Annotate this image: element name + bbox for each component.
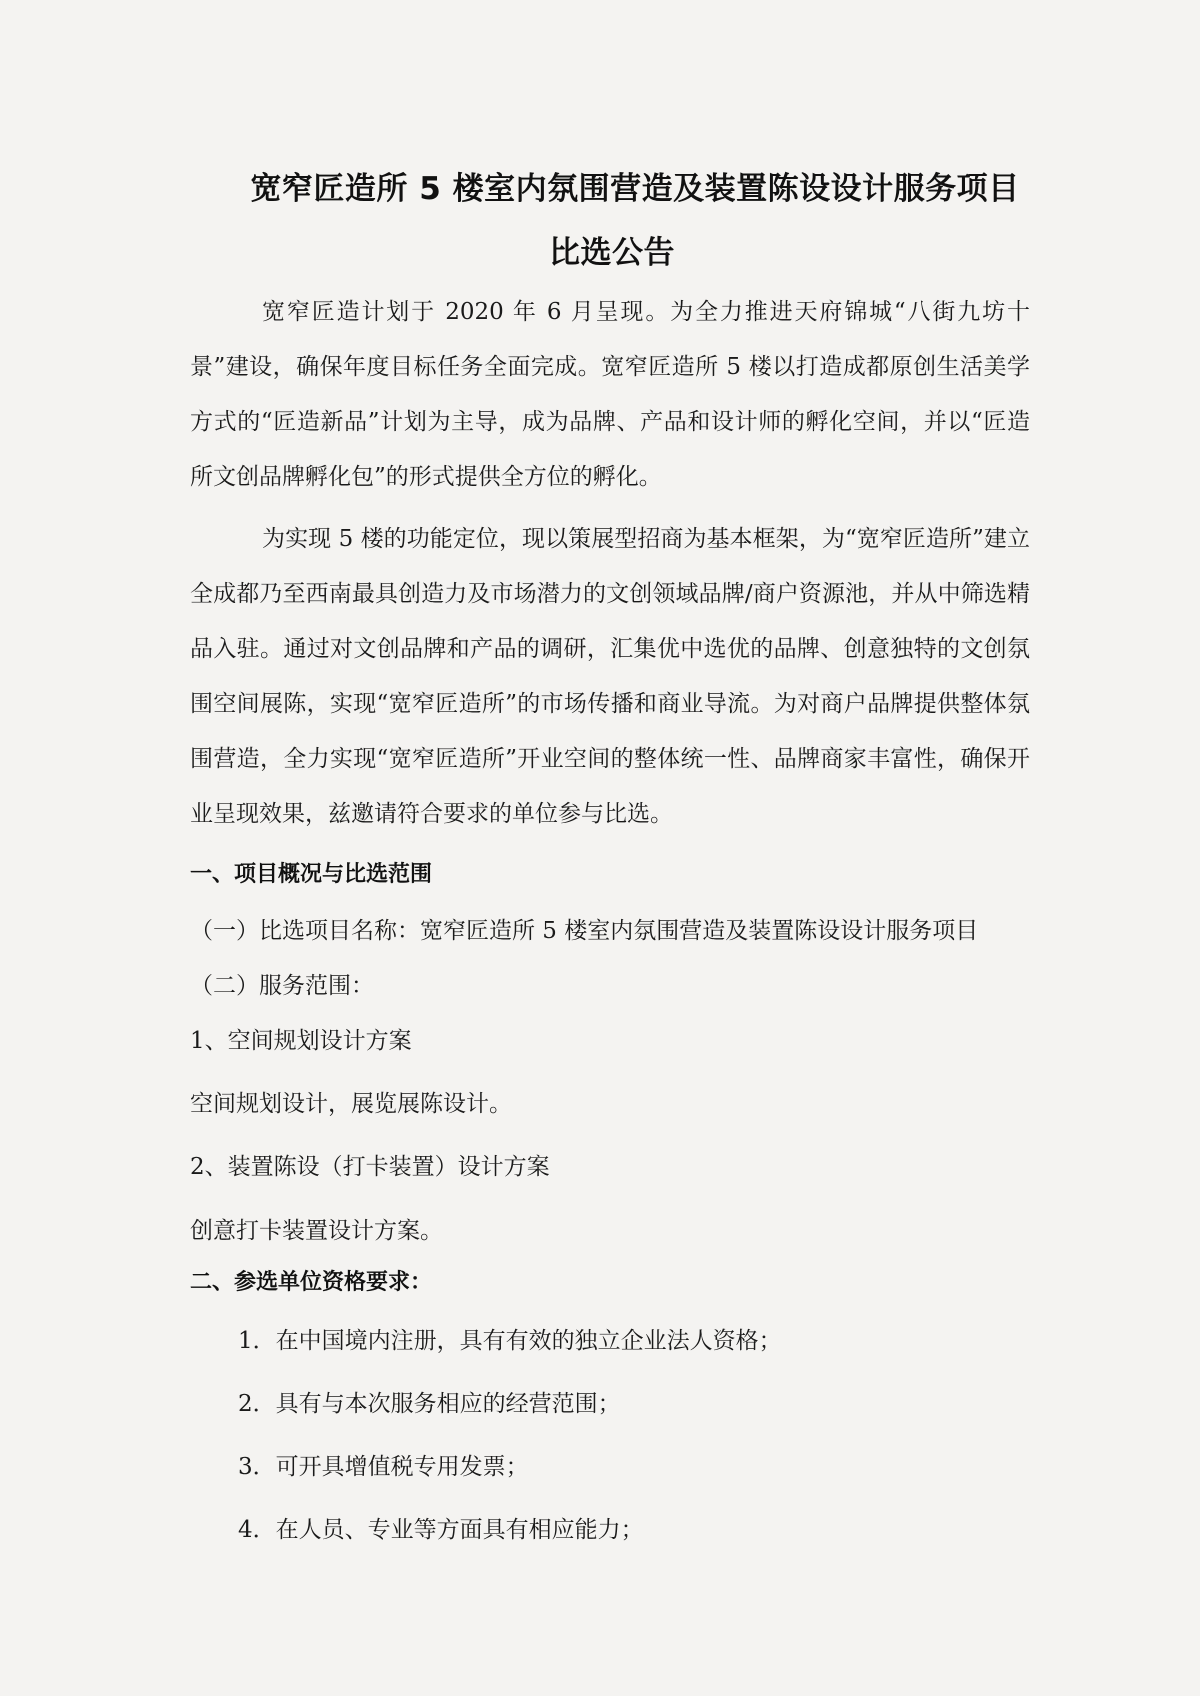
requirement-item: 3．可开具增值税专用发票；: [238, 1454, 529, 1480]
intro-paragraph-2: 为实现 5 楼的功能定位，现以策展型招商为基本框架，为“宽窄匠造所”建立全成都乃至西南最具创造力及市场潜力的文创领域品牌/商户资源池，并从中筛选精品入驻。通过对文创品牌和产品的调研，汇集优中选优的品牌、创意独特的文创氛围空间展陈，实现“宽窄匠造所”的市场传播和商业导流。为对商户品牌提供整体氛围营造，全力实现“宽窄匠造所”开业空间的整体统一性、品牌商家丰富性，确保开业呈现效果，兹邀请符合要求的单位参与比选。: [190, 526, 1030, 827]
section-heading-overview: 一、项目概况与比选范围: [190, 862, 433, 887]
document-title-line2: 比选公告: [549, 235, 675, 271]
service-scope-line: （二）服务范围：: [190, 973, 374, 999]
scope-item-2-title: 2、装置陈设（打卡装置）设计方案: [190, 1154, 550, 1180]
scope-item-1-title: 1、空间规划设计方案: [190, 1028, 412, 1054]
scope-item-1-desc: 空间规划设计，展览展陈设计。: [190, 1091, 512, 1117]
project-name-line: （一）比选项目名称：宽窄匠造所 5 楼室内氛围营造及装置陈设设计服务项目: [190, 918, 979, 944]
scope-item-2-desc: 创意打卡装置设计方案。: [190, 1218, 443, 1244]
requirement-item: 2．具有与本次服务相应的经营范围；: [238, 1391, 621, 1417]
intro-paragraph-1: 宽窄匠造计划于 2020 年 6 月呈现。为全力推进天府锦城“八街九坊十景”建设，确保年度目标任务全面完成。宽窄匠造所 5 楼以打造成都原创生活美学方式的“匠造新品”计划为主导，成为品牌、产品和设计师的孵化空间，并以“匠造所文创品牌孵化包”的形式提供全方位的孵化。: [190, 299, 1030, 490]
requirement-item: 4．在人员、专业等方面具有相应能力；: [238, 1517, 644, 1543]
document-title-line1: 宽窄匠造所 5 楼室内氛围营造及装置陈设设计服务项目: [250, 171, 1020, 207]
requirement-item: 1．在中国境内注册，具有有效的独立企业法人资格；: [238, 1328, 782, 1354]
section-heading-qualifications: 二、参选单位资格要求：: [190, 1270, 433, 1295]
